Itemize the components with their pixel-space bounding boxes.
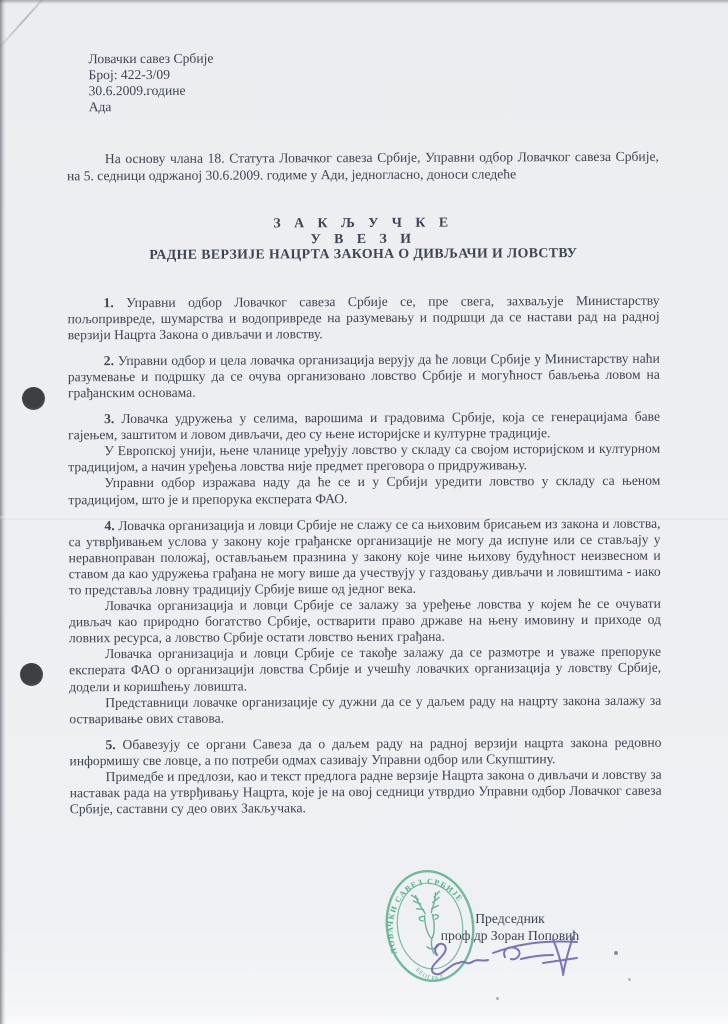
scan-speck: [628, 978, 631, 981]
paragraph: 5. Обавезују се органи Савеза да о даљем раду на радној верзији нацрта закона редовно информишу све ловце, а по потреби одмах сазивају Управни одбор или Скупштину.: [69, 734, 662, 769]
title-line-3: РАДНЕ ВЕРЗИЈЕ НАЦРТА ЗАКОНА О ДИВЉАЧИ И ЛОВСТВУ: [149, 245, 578, 262]
paragraph: 3. Ловачка удружења у селима, варошима и градовима Србије, која се генерацијама баве гајењем, заштитом и ловом дивљачи, део су њене историјске и културне традиције.: [68, 408, 661, 443]
handwritten-signature: [425, 933, 590, 991]
paragraph-number: 3.: [104, 411, 122, 427]
paragraph: 4. Ловачка организација и ловци Србије не слажу се са њиховим брисањем из закона и ловства, са утврђивањем услова у закону које грађанске организације не могу да испуне или се стављају у неравноправан положај, остављањем празнина у закону које чине њихову будућност неизвесном и ставом да као удружења грађана не могу више да учествују у газдовању дивљачи и ловиштима - иако то представља ловну традицију Србије више од једног века.: [68, 515, 661, 598]
paragraph: Ловачка организација и ловци Србије се залажу за уређење ловства у којем ће се очувати дивљач као природно богатство Србије, остварити право државе на њену имовину и приходе од ловних ресурса, а ловство Србије остати ловство њених грађана.: [68, 595, 661, 646]
paragraph: Примедбе и предлози, као и текст предлога радне верзије Нацрта закона о дивљачи и ловству за наставак рада на утврђивању Нацрта, које је на овој седници утврдио Управни одбор Ловачког савеза Србије, саставни су део ових Закључака.: [69, 766, 662, 817]
doc-place: Ада: [88, 99, 112, 115]
paragraph: 1. Управни одбор Ловачког савеза Србије се, пре свега, захваљује Министарству пољопривреде, шумарства и водопривреде на разумевању и подршци да се настави рад на радној верзији Нацрта Закона о дивљачи и ловству.: [67, 292, 660, 342]
doc-date: 30.6.2009.године: [88, 82, 186, 99]
stamp-ring-text: ЛОВАЧКИ САВЕЗ СРБИЈЕ: [385, 876, 465, 956]
title-line-2: У В Е З И: [310, 230, 416, 246]
scan-speck: [496, 997, 499, 1000]
paragraph-number: 5.: [105, 736, 123, 752]
paragraph: 2. Управни одбор и цела ловачка организација верују да ће ловци Србије у Министарству наћи разумевање и подршку да се очува организовано ловство Србије и могућност бављења ловом на грађанским основама.: [67, 350, 660, 401]
signer-role: Председник: [475, 911, 545, 926]
paragraph: Представници ловачке организације су дужни да се у даљем раду на нацрту закона залажу за остваривање ових ставова.: [69, 692, 662, 727]
title-line-1: З А К Љ У Ч К Е: [273, 214, 454, 231]
signer-name: проф.др Зоран Поповић: [440, 928, 580, 943]
paragraph: Ловачка организација и ловци Србије се такође залажу да се размотре и уваже препоруке експерата ФАО о организацији ловства Србије и учешћу ловачких организација у ловству Србије, додели и коришћењу ловишта.: [69, 644, 662, 694]
hole-punch-top: [22, 387, 45, 410]
org-name: Ловачки савез Србије: [88, 50, 214, 67]
document-body: [68, 292, 662, 817]
preamble: На основу члана 18. Статута Ловачког савеза Србије, Управни одбор Ловачког савеза Србије, на 5. седници одржаној 30.6.2009. годиме у Ади, једногласно, доноси следеће: [66, 148, 659, 183]
paragraph-number: 2.: [103, 352, 118, 368]
doc-number: Број: 422-3/09: [88, 66, 171, 83]
document-title: [0, 213, 727, 263]
hole-punch-bottom: [20, 663, 43, 686]
paragraph: У Европској унији, њене чланице уређују ловство у складу са својом историјском и културном традицијом, а начин уређења ловства није предмет преговора о придруживању.: [68, 440, 661, 475]
scan-speck: [614, 951, 618, 955]
letterhead: [88, 48, 726, 115]
paragraph-number: 4.: [104, 517, 119, 533]
stamp-bottom-text: БЕОГРАД: [413, 967, 446, 983]
paragraph: Управни одбор изражава наду да ће се и у Србији уредити ловство у складу са њеном традицијом, што је и препорука експерата ФАО.: [68, 473, 661, 507]
paragraph-number: 1.: [103, 294, 127, 310]
